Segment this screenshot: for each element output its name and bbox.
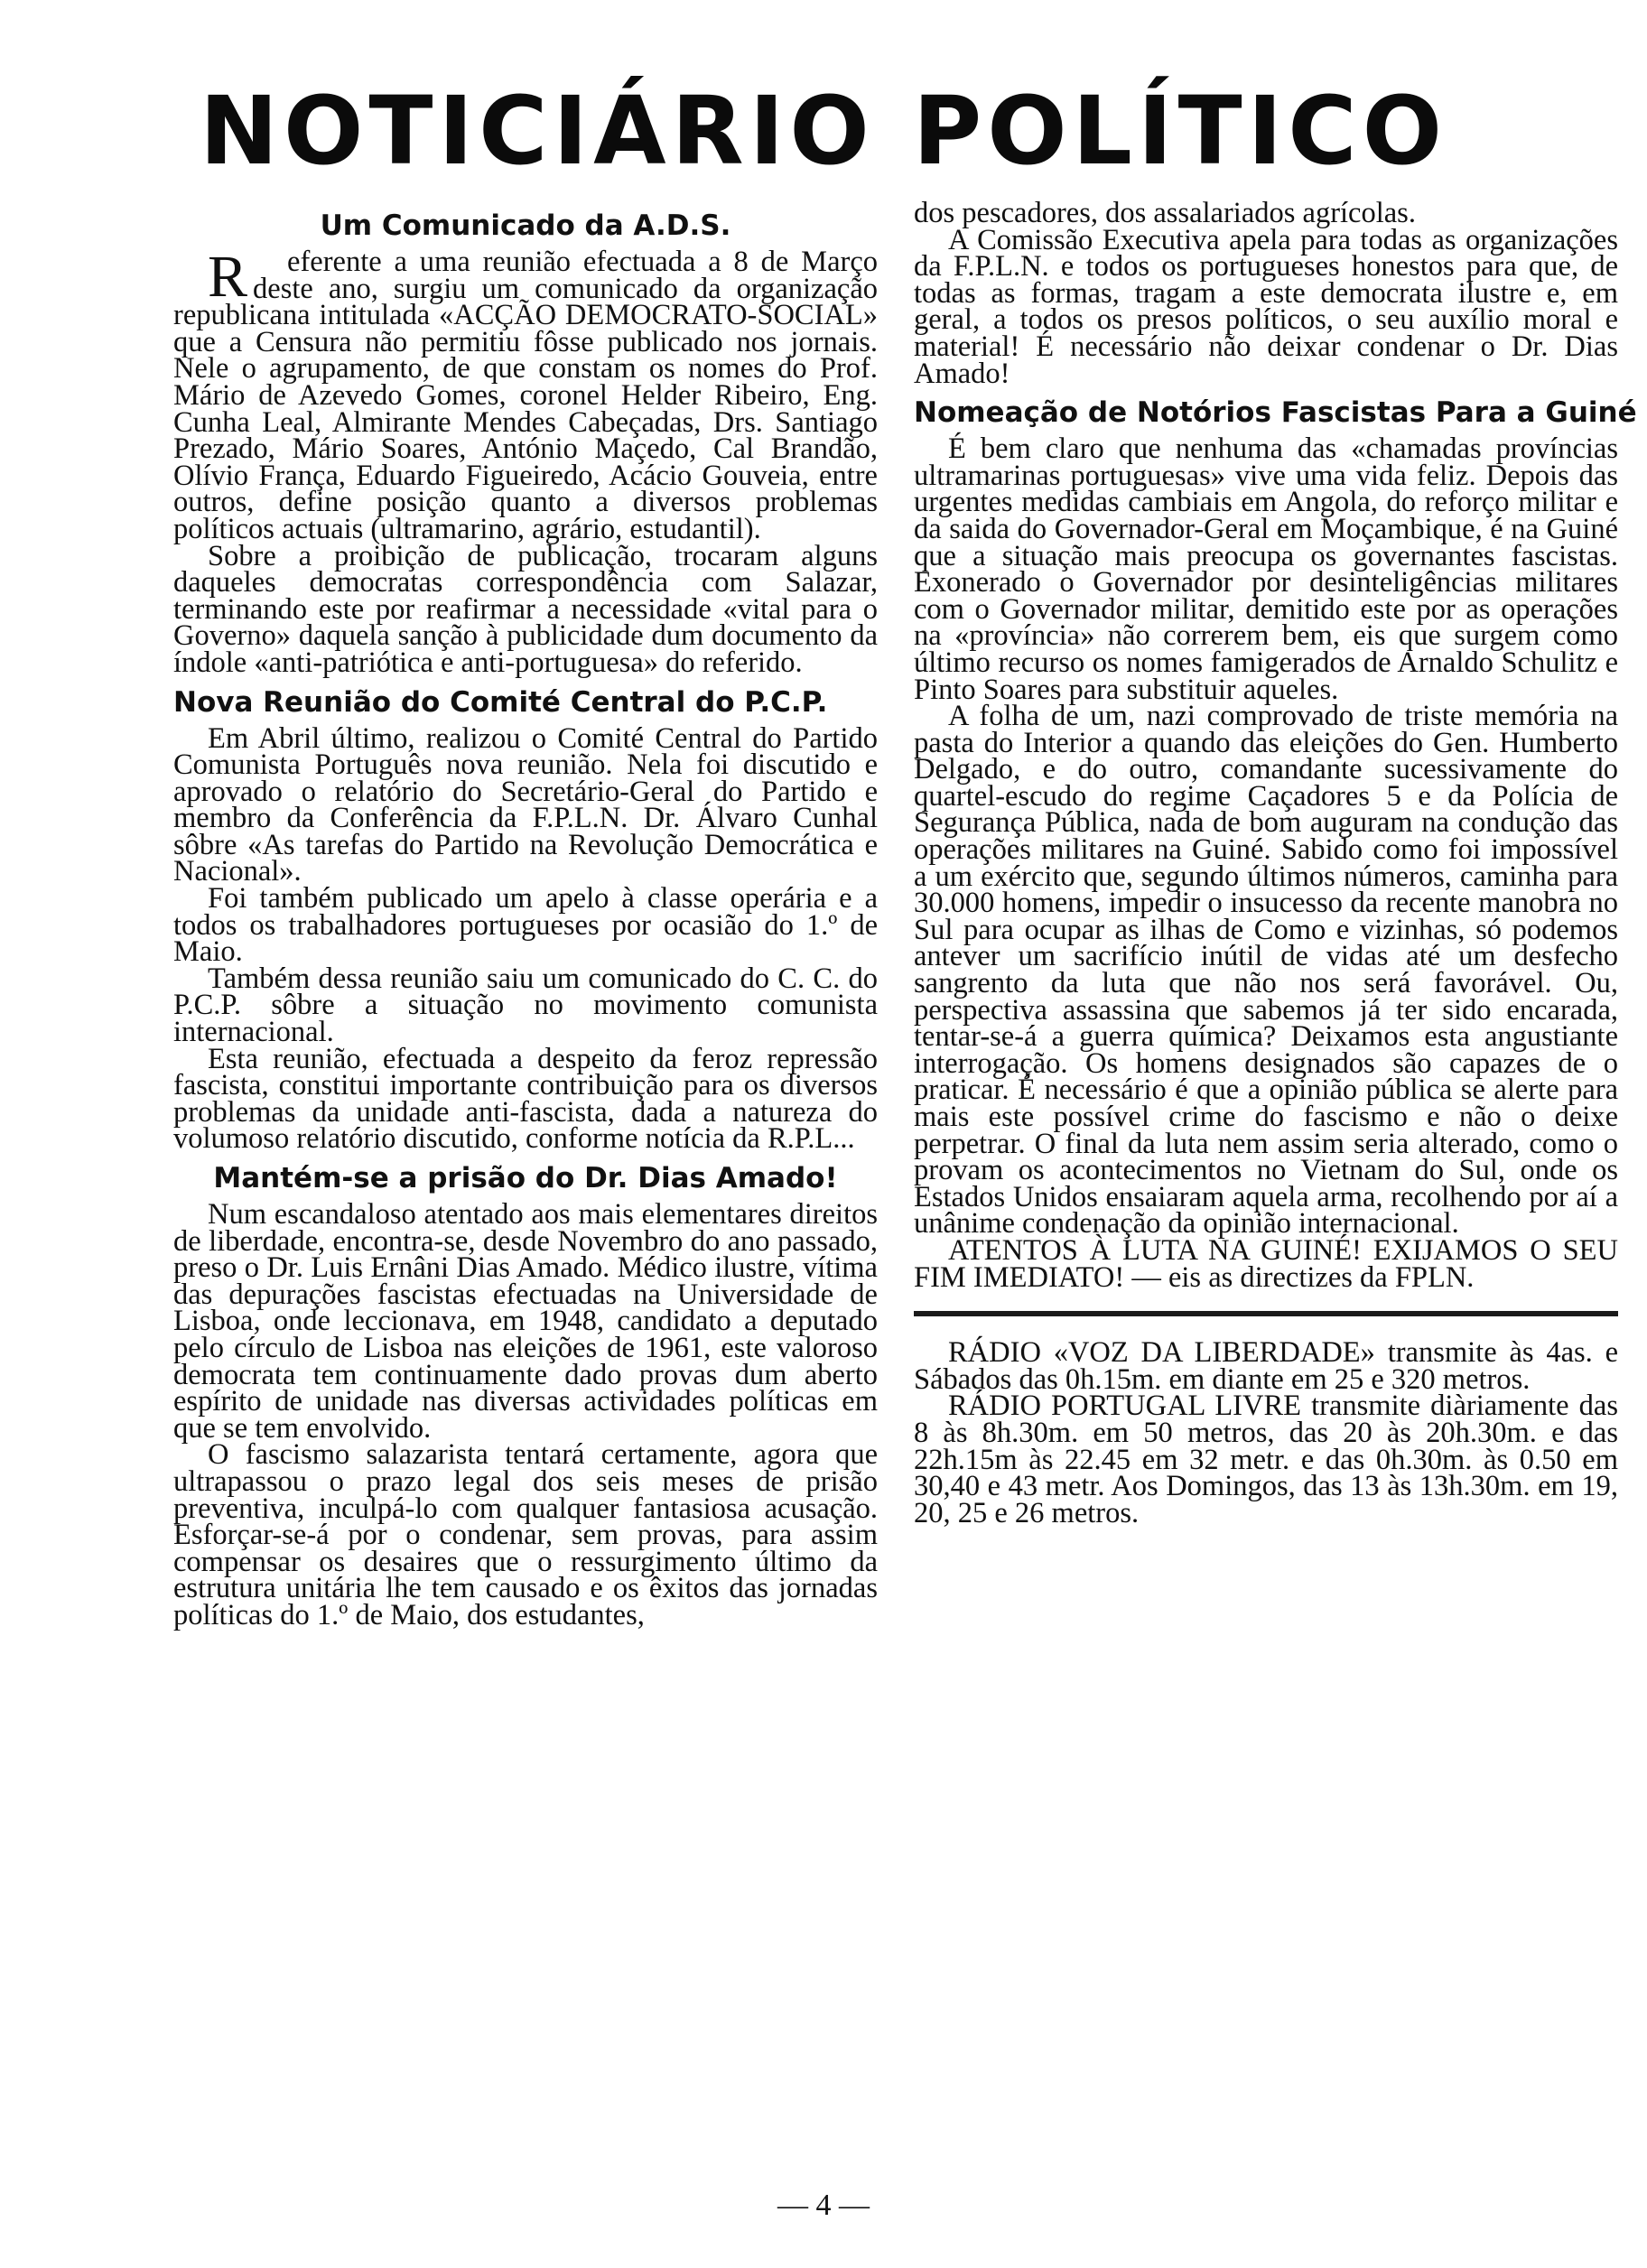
dias-amado-continuation-1: dos pescadores, dos assalariados agrícolas. bbox=[914, 197, 1416, 229]
guine-paragraph-2: A folha de um, nazi comprovado de triste memória na pasta do Interior a quando das eleições do Gen. Humberto Delgado, e do outro, comandante sucessivamente do quartel-escudo do regime Caçadores 5 e da Polícia de Segurança Pública, nada de bom auguram na condução das operações militares na Guiné. Sabido como foi impossível a um exército que, segundo últimos números, caminha para 30.000 homens, impedir o insucesso da recente manobra no Sul para ocupar as ilhas de Como e vizinhas, só podemos antever um sacrifício inútil de vidas até um desfecho sangrento da luta que não nos será favorável. Ou, perspectiva assassina que sabemos já ter sido encarada, tentar-se-á a guerra química? Deixamos esta angustiante interrogação. Os homens designados são capazes de o praticar. É necessário é que a opinião pública se alerte para mais este possível crime do fascismo e não o deixe perpetrar. O final da luta nem assim seria alterado, como o provam os acontecimentos no Vietnam do Sul, onde os Estados Unidos ensaiaram aquela arma, recolhendo por aí a unânime condenação da opinião internacional. bbox=[914, 700, 1618, 1241]
left-column bbox=[173, 200, 878, 1630]
guine-paragraph-1: É bem claro que nenhuma das «chamadas províncias ultramarinas portuguesas» vive uma vida feliz. Depois das urgentes medidas cambiais em Angola, do reforço militar e da saida do Governador-Geral em Moçambique, é na Guiné que a situação mais preocupa os governantes fascistas. Exonerado o Governador por desinteligências militares com o Governador militar, demitido este por as operações na «província» não correrem bem, eis que surgem como último recurso os nomes famigerados de Arnaldo Schulitz e Pinto Soares para substituir aqueles. bbox=[914, 432, 1618, 706]
right-column bbox=[914, 197, 1637, 1529]
section-divider bbox=[914, 1311, 1618, 1316]
section-heading-ads: Um Comunicado da A.D.S. bbox=[320, 209, 731, 242]
section-heading-dias-amado: Mantém-se a prisão do Dr. Dias Amado! bbox=[213, 1162, 838, 1194]
ads-paragraph-2: Sobre a proibição de publicação, trocaram alguns daqueles democratas correspondência com Salazar, terminando este por reafirmar a necessidade «vital para o Governo» daquela sanção à publicidade dum documento da índole «anti-patriótica e anti-portuguesa» do referido. bbox=[173, 539, 878, 679]
pcp-paragraph-3: Também dessa reunião saiu um comunicado do C. C. do P.C.P. sôbre a situação no movimento comunista internacional. bbox=[173, 962, 878, 1049]
section-heading-pcp: Nova Reunião do Comité Central do P.C.P. bbox=[173, 685, 828, 719]
dias-amado-continuation-2: A Comissão Executiva apela para todas as organizações da F.P.L.N. e todos os portugueses honestos para que, de todas as formas, tragam a este democrata ilustre e, em geral, a todos os presos políticos, o seu auxílio moral e material! É necessário não deixar condenar o Dr. Dias Amado! bbox=[914, 223, 1618, 390]
dias-amado-paragraph-1: Num escandaloso atentado aos mais elementares direitos de liberdade, encontra-se, desde Novembro do ano passado, preso o Dr. Luis Ernâni Dias Amado. Médico ilustre, vítima das depurações fascistas efectuadas na Universidade de Lisboa, onde leccionava, em 1948, candidato a deputado pelo círculo de Lisboa nas eleições de 1961, este valoroso democrata tem continuamente dado provas dum aberto espírito de unidade nas diversas actividades políticas em que se tem envolvido. bbox=[173, 1198, 878, 1445]
radio-portugal-livre: RÁDIO PORTUGAL LIVRE transmite diàriamente das 8 às 8h.30m. em 50 metros, das 20 às 20h.30m. e das 22h.15m às 22.45 em 32 metr. e das 0h.30m. às 0.50 em 30,40 e 43 metr. Aos Domingos, das 13 às 13h.30m. em 19, 20, 25 e 26 metros. bbox=[914, 1390, 1618, 1529]
pcp-paragraph-4: Esta reunião, efectuada a despeito da feroz repressão fascista, constitui importante contribuição para os diversos problemas da unidade anti-fascista, dada a natureza do volumoso relatório discutido, conforme notícia da R.P.L... bbox=[173, 1042, 878, 1156]
pcp-paragraph-2: Foi também publicado um apelo à classe operária e a todos os trabalhadores portugueses por ocasião do 1.º de Maio. bbox=[173, 882, 878, 969]
pcp-paragraph-1: Em Abril último, realizou o Comité Central do Partido Comunista Português nova reunião. Nela foi discutido e aprovado o relatório do Secretário-Geral do Partido e membro da Conferência da F.P.L.N. Dr. Álvaro Cunhal sôbre «As tarefas do Partido na Revolução Democrática e Nacional». bbox=[173, 721, 878, 888]
page-title: NOTICIÁRIO POLÍTICO bbox=[200, 76, 1447, 186]
radio-voz-liberdade: RÁDIO «VOZ DA LIBERDADE» transmite às 4as. e Sábados das 0h.15m. em diante em 25 e 320 metros. bbox=[914, 1336, 1618, 1396]
page-number: — 4 — bbox=[777, 2189, 870, 2222]
dias-amado-paragraph-2: O fascismo salazarista tentará certamente, agora que ultrapassou o prazo legal dos seis meses de prisão preventiva, inculpá-lo com qualquer fantasiosa acusação. Esforçar-se-á por o condenar, sem provas, para assim compensar os desaires que o ressurgimento último da estrutura unitária lhe tem causado e os êxitos das jornadas políticas do 1.º de Maio, dos estudantes, bbox=[173, 1438, 878, 1631]
ads-paragraph-1: Referente a uma reunião efectuada a 8 de Março deste ano, surgiu um comunicado da organização republicana intitulada «ACÇÃO DEMOCRATO-SOCIAL» que a Censura não permitiu fôsse publicado nos jornais. Nele o agrupamento, de que constam os nomes do Prof. Mário de Azevedo Gomes, coronel Helder Ribeiro, Eng. Cunha Leal, Almirante Mendes Cabeçadas, Drs. Santiago Prezado, Mário Soares, António Maçedo, Cal Brandão, Olívio França, Eduardo Figueiredo, Acácio Gouveia, entre outros, define posição quanto a diversos problemas políticos actuais (ultramarino, agrário, estudantil). bbox=[173, 244, 878, 545]
guine-paragraph-3: ATENTOS À LUTA NA GUINÉ! EXIJAMOS O SEU FIM IMEDIATO! — eis as directizes da FPLN. bbox=[914, 1233, 1618, 1294]
section-heading-guine: Nomeação de Notórios Fascistas Para a Guiné bbox=[914, 396, 1637, 430]
